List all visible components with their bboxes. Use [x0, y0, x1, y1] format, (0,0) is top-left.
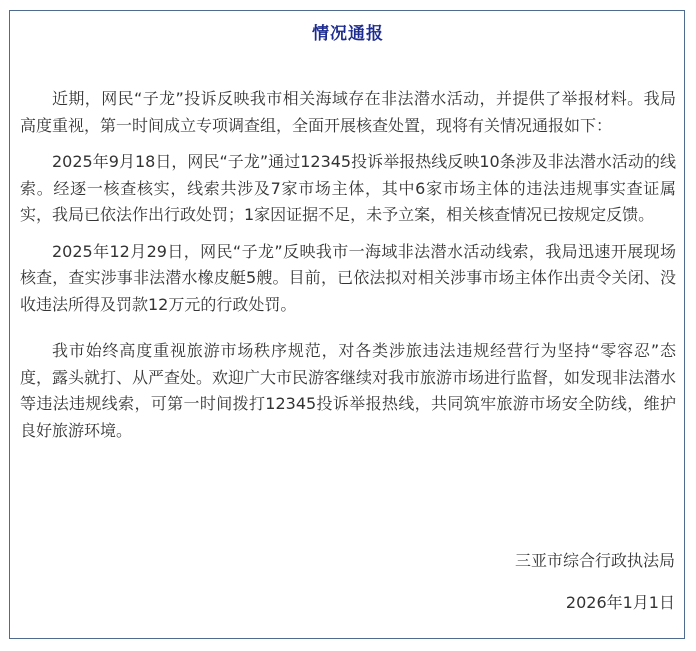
document-body: [20, 86, 676, 454]
document-title: 情况通报: [312, 24, 384, 44]
paragraph-december-report: 2025年12月29日，网民“子龙”反映我市一海域非法潜水活动线索，我局迅速开展现场核查，查实涉事非法潜水橡皮艇5艘。目前，已依法拟对相关涉事市场主体作出责令关闭、没收违法所得及罚款12万元的行政处罚。: [20, 241, 676, 314]
paragraph-september-report: 2025年9月18日，网民“子龙”通过12345投诉举报热线反映10条涉及非法潜水活动的线索。经逐一核查核实，线索共涉及7家市场主体，其中6家市场主体的违法违规事实查证属实，我局已依法作出行政处罚；1家因证据不足，未予立案，相关核查情况已按规定反馈。: [20, 152, 676, 224]
issuer-signature: 三亚市综合行政执法局: [514, 551, 675, 570]
paragraph-closing: 我市始终高度重视旅游市场秩序规范，对各类涉旅违法违规经营行为坚持“零容忍”态度，露头就打、从严查处。欢迎广大市民游客继续对我市旅游市场进行监督，如发现非法潜水等违法违规线索，可第一时间拨打12345投诉举报热线，共同筑牢旅游市场安全防线，维护良好旅游环境。: [20, 341, 677, 440]
paragraph-intro: 近期，网民“子龙”投诉反映我市相关海域存在非法潜水活动，并提供了举报材料。我局高度重视，第一时间成立专项调查组，全面开展核查处置，现将有关情况通报如下：: [20, 89, 676, 135]
issue-date: 2026年1月1日: [565, 593, 675, 612]
